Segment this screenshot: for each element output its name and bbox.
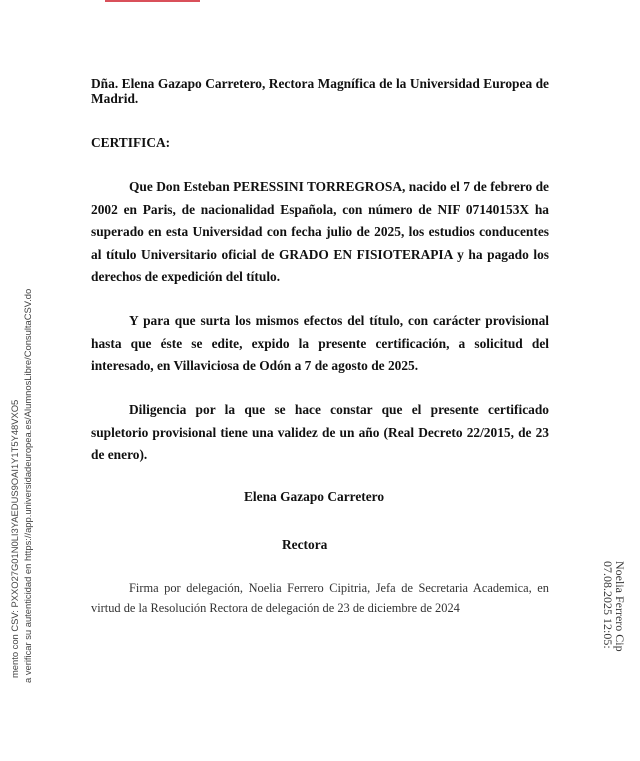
purpose-paragraph: Y para que surta los mismos efectos del título, con carácter provisional hasta que éste se edite, expido la presente certificación, a solicitud del interesado, en Villaviciosa de Odón a 7 de agosto de 2025. [91,313,549,373]
csv-verification-url-line[interactable]: a verificar su autenticidad en https://app.universidadeuropea.es/AlumnosLibre/ConsultaCSV.do [22,288,33,683]
certification-paragraph: Que Don Esteban PERESSINI TORREGROSA, nacido el 7 de febrero de 2002 en Paris, de nacionalidad Española, con número de NIF 07140153X ha superado en esta Universidad con fecha julio de 2025, los estudios conducentes al título Universitario oficial de GRADO EN FISIOTERAPIA y ha pagado los derechos de expedición del título. [91,179,549,284]
header-red-bar [105,0,200,2]
signatory-role: Rectora [282,537,328,552]
validity-paragraph: Diligencia por la que se hace constar que el presente certificado supletorio provisional tiene una validez de un año (Real Decreto 22/2015, de 23 de enero). [91,402,549,462]
signatory-name: Elena Gazapo Carretero [244,489,385,504]
digital-signature-stamp [596,561,626,761]
csv-verification-sidebar [8,0,48,683]
signer-name-line: Noelia Ferrero Cip [613,561,627,652]
issuer-header: Dña. Elena Gazapo Carretero, Rectora Magnífica de la Universidad Europea de Madrid. [91,76,549,106]
signature-timestamp-line: 07.08.2025 12:05: [601,561,615,649]
certifica-heading: CERTIFICA: [91,135,171,150]
csv-code-line: mento con CSV: PXXO27G01N0LI3YAEDUS9OAI1Y1T5Y48VXO5 [9,399,20,678]
delegation-signature-note: Firma por delegación, Noelia Ferrero Cipitria, Jefa de Secretaria Academica, en virtud de la Resolución Rectora de delegación de 23 de diciembre de 2024 [91,581,549,615]
